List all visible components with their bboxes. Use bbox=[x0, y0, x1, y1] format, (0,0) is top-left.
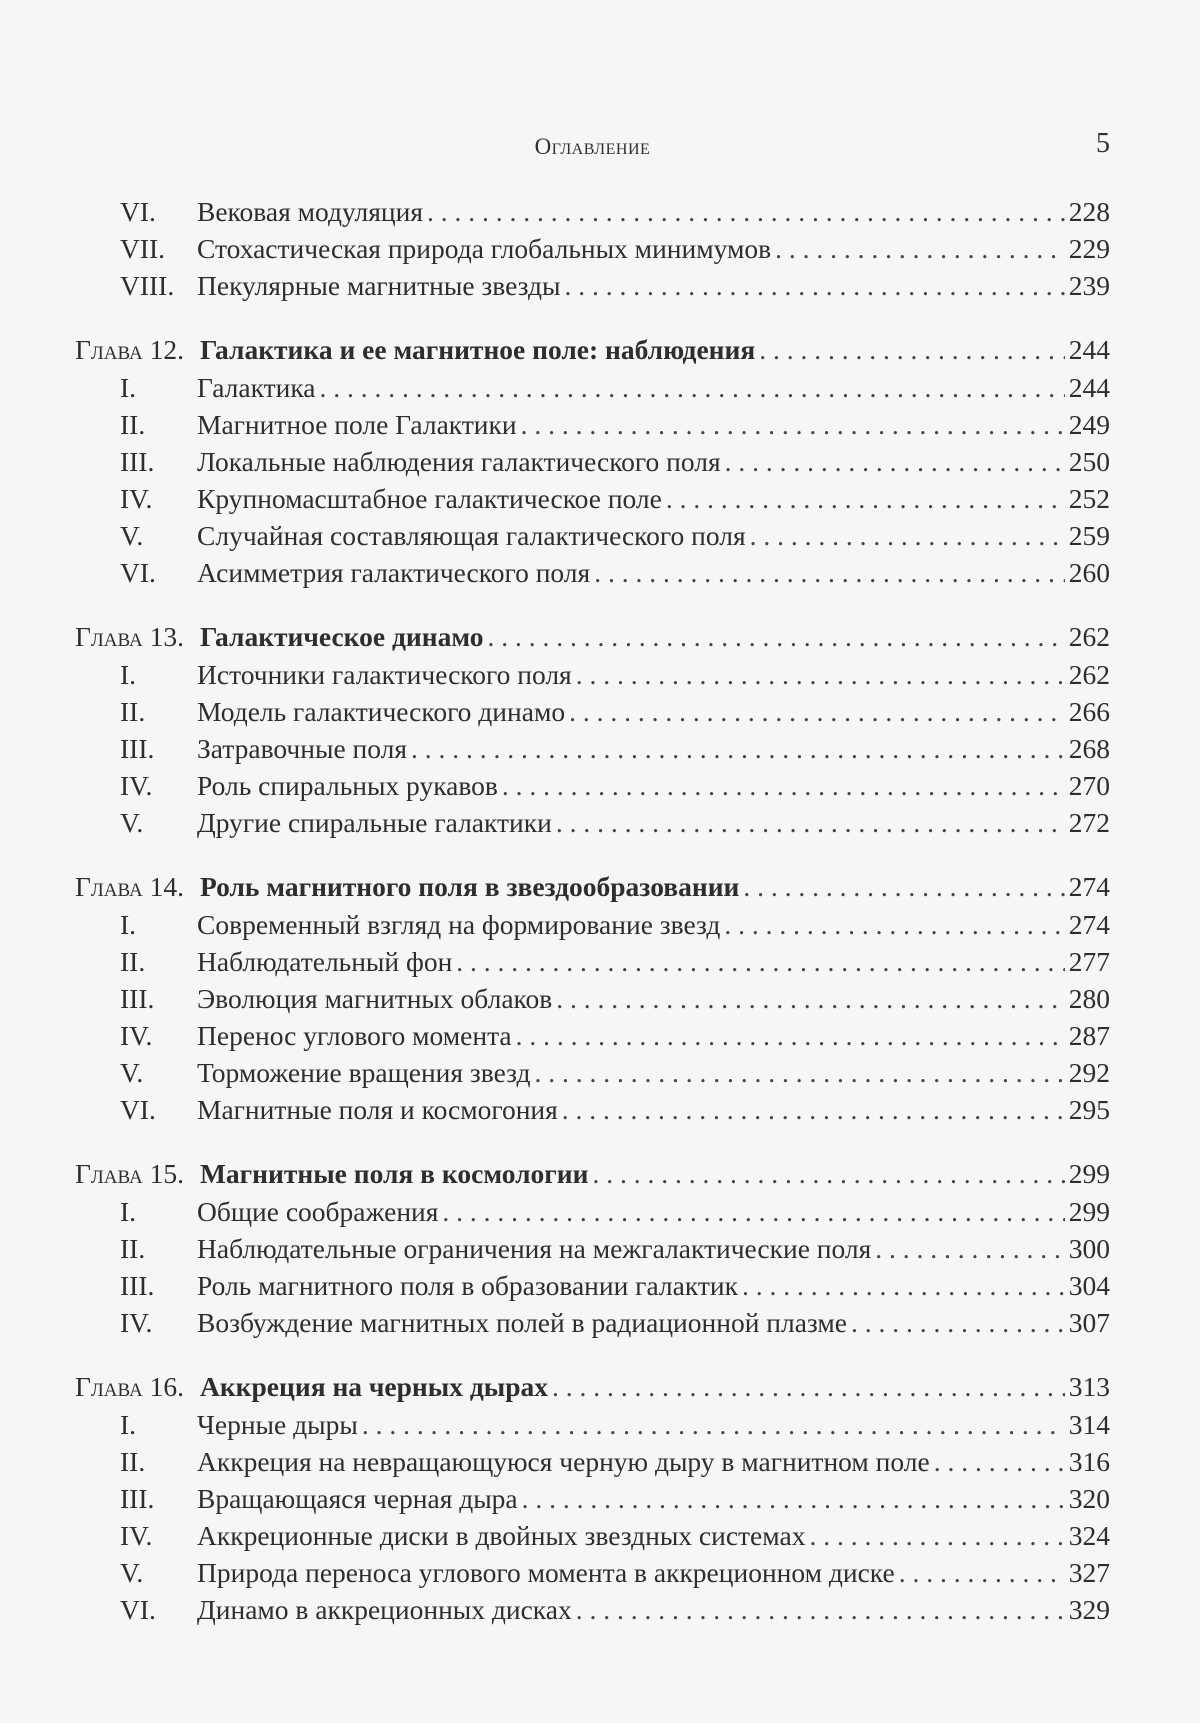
section-title: Наблюдательный фон bbox=[197, 946, 453, 977]
section-number: V. bbox=[120, 520, 144, 551]
section-entry[interactable] bbox=[75, 554, 1110, 591]
chapter-block bbox=[75, 331, 1110, 591]
section-entry[interactable] bbox=[75, 443, 1110, 480]
section-number: II. bbox=[120, 1233, 146, 1264]
section-number: I. bbox=[120, 1409, 137, 1440]
page-reference: 229 bbox=[1068, 233, 1110, 264]
section-number: II. bbox=[120, 1446, 146, 1477]
dot-leader bbox=[319, 369, 1064, 406]
section-number: IV. bbox=[120, 1307, 153, 1338]
dot-leader bbox=[556, 804, 1065, 841]
section-number: V. bbox=[120, 1557, 144, 1588]
section-entry[interactable] bbox=[75, 1267, 1110, 1304]
section-title: Источники галактического поля bbox=[197, 659, 572, 690]
section-title: Галактика bbox=[197, 372, 316, 403]
dot-leader bbox=[411, 730, 1065, 767]
dot-leader bbox=[521, 406, 1065, 443]
dot-leader bbox=[750, 517, 1065, 554]
section-entry[interactable] bbox=[75, 406, 1110, 443]
section-number: VII. bbox=[120, 233, 166, 264]
page-reference: 313 bbox=[1068, 1371, 1110, 1402]
dot-leader bbox=[666, 480, 1065, 517]
dot-leader bbox=[594, 554, 1065, 591]
table-of-contents bbox=[75, 193, 1110, 1655]
section-title: Торможение вращения звезд bbox=[197, 1057, 531, 1088]
dot-leader bbox=[875, 1230, 1064, 1267]
section-entry[interactable] bbox=[75, 480, 1110, 517]
page-reference: 320 bbox=[1068, 1483, 1110, 1514]
section-number: IV. bbox=[120, 770, 153, 801]
dot-leader bbox=[522, 1480, 1065, 1517]
section-number: IV. bbox=[120, 1520, 153, 1551]
section-title: Модель галактического динамо bbox=[197, 696, 566, 727]
section-number: I. bbox=[120, 372, 137, 403]
section-entry[interactable] bbox=[75, 1091, 1110, 1128]
section-entry[interactable] bbox=[75, 1193, 1110, 1230]
section-title: Пекулярные магнитные звезды bbox=[197, 270, 561, 301]
dot-leader bbox=[934, 1443, 1065, 1480]
chapter-title: Галактика и ее магнитное поле: наблюдения bbox=[199, 334, 756, 365]
section-entry[interactable] bbox=[75, 767, 1110, 804]
dot-leader bbox=[743, 868, 1064, 905]
chapter-entry[interactable] bbox=[75, 868, 1110, 906]
section-number: III. bbox=[120, 733, 155, 764]
page-reference: 268 bbox=[1068, 733, 1110, 764]
page-reference: 270 bbox=[1068, 770, 1110, 801]
section-entry[interactable] bbox=[75, 1230, 1110, 1267]
section-number: III. bbox=[120, 446, 155, 477]
section-entry[interactable] bbox=[75, 1517, 1110, 1554]
section-number: VI. bbox=[120, 1594, 156, 1625]
chapter-block bbox=[75, 618, 1110, 841]
section-number: I. bbox=[120, 909, 137, 940]
section-number: III. bbox=[120, 983, 155, 1014]
dot-leader bbox=[502, 767, 1065, 804]
chapter-title: Магнитные поля в космологии bbox=[199, 1158, 589, 1189]
dot-leader bbox=[362, 1406, 1065, 1443]
section-entry[interactable] bbox=[75, 1017, 1110, 1054]
page-reference: 299 bbox=[1068, 1158, 1110, 1189]
page-reference: 287 bbox=[1068, 1020, 1110, 1051]
section-title: Затравочные поля bbox=[197, 733, 407, 764]
section-title: Аккреционные диски в двойных звездных системах bbox=[197, 1520, 806, 1551]
page-reference: 292 bbox=[1068, 1057, 1110, 1088]
section-entry[interactable] bbox=[75, 1480, 1110, 1517]
page-reference: 244 bbox=[1068, 372, 1110, 403]
section-number: IV. bbox=[120, 1020, 153, 1051]
page-reference: 300 bbox=[1068, 1233, 1110, 1264]
page-reference: 324 bbox=[1068, 1520, 1110, 1551]
section-entry[interactable] bbox=[75, 804, 1110, 841]
dot-leader bbox=[456, 943, 1064, 980]
dot-leader bbox=[742, 1267, 1065, 1304]
page-reference: 274 bbox=[1068, 871, 1110, 902]
page-reference: 252 bbox=[1068, 483, 1110, 514]
section-title: Современный взгляд на формирование звезд bbox=[197, 909, 721, 940]
section-title: Крупномасштабное галактическое поле bbox=[197, 483, 662, 514]
section-number: VI. bbox=[120, 1094, 156, 1125]
dot-leader bbox=[564, 267, 1064, 304]
section-number: I. bbox=[120, 659, 137, 690]
page-reference: 327 bbox=[1068, 1557, 1110, 1588]
dot-leader bbox=[516, 1017, 1065, 1054]
section-entry[interactable] bbox=[75, 267, 1110, 304]
running-head bbox=[75, 128, 1110, 168]
section-title: Случайная составляющая галактического поля bbox=[197, 520, 746, 551]
dot-leader bbox=[576, 1591, 1065, 1628]
section-title: Наблюдательные ограничения на межгалактические поля bbox=[197, 1233, 872, 1264]
dot-leader bbox=[809, 1517, 1064, 1554]
page-reference: 266 bbox=[1068, 696, 1110, 727]
chapter-title: Галактическое динамо bbox=[199, 621, 484, 652]
section-entry[interactable] bbox=[75, 1443, 1110, 1480]
dot-leader bbox=[851, 1304, 1065, 1341]
dot-leader bbox=[724, 906, 1064, 943]
section-title: Асимметрия галактического поля bbox=[197, 557, 591, 588]
chapter-block bbox=[75, 1155, 1110, 1341]
section-entry[interactable] bbox=[75, 1406, 1110, 1443]
section-number: V. bbox=[120, 807, 144, 838]
section-entry[interactable] bbox=[75, 1304, 1110, 1341]
section-title: Природа переноса углового момента в аккреционном диске bbox=[197, 1557, 895, 1588]
dot-leader bbox=[442, 1193, 1064, 1230]
chapter-label: Глава 13. bbox=[75, 621, 184, 652]
dot-leader bbox=[562, 1091, 1065, 1128]
dot-leader bbox=[535, 1054, 1065, 1091]
section-number: II. bbox=[120, 696, 146, 727]
dot-leader bbox=[556, 980, 1065, 1017]
section-title: Локальные наблюдения галактического поля bbox=[197, 446, 721, 477]
section-entry[interactable] bbox=[75, 230, 1110, 267]
section-number: V. bbox=[120, 1057, 144, 1088]
section-title: Вращающаяся черная дыра bbox=[197, 1483, 518, 1514]
section-title: Перенос углового момента bbox=[197, 1020, 512, 1051]
section-entry[interactable] bbox=[75, 1054, 1110, 1091]
page-reference: 260 bbox=[1068, 557, 1110, 588]
section-number: VI. bbox=[120, 196, 156, 227]
page-reference: 259 bbox=[1068, 520, 1110, 551]
running-head-title: Оглавление bbox=[534, 134, 651, 159]
page-reference: 274 bbox=[1068, 909, 1110, 940]
page-reference: 262 bbox=[1068, 659, 1110, 690]
section-number: IV. bbox=[120, 483, 153, 514]
section-number: VI. bbox=[120, 557, 156, 588]
chapter-label: Глава 12. bbox=[75, 334, 184, 365]
section-entry[interactable] bbox=[75, 656, 1110, 693]
dot-leader bbox=[899, 1554, 1065, 1591]
chapter-entry[interactable] bbox=[75, 1155, 1110, 1193]
section-entry[interactable] bbox=[75, 980, 1110, 1017]
section-title: Другие спиральные галактики bbox=[197, 807, 552, 838]
dot-leader bbox=[592, 1155, 1064, 1192]
page-reference: 239 bbox=[1068, 270, 1110, 301]
page-reference: 249 bbox=[1068, 409, 1110, 440]
dot-leader bbox=[759, 331, 1065, 368]
section-title: Роль спиральных рукавов bbox=[197, 770, 498, 801]
section-entry[interactable] bbox=[75, 517, 1110, 554]
dot-leader bbox=[775, 230, 1065, 267]
section-title: Вековая модуляция bbox=[197, 196, 423, 227]
section-number: II. bbox=[120, 946, 146, 977]
section-title: Стохастическая природа глобальных минимумов bbox=[197, 233, 772, 264]
section-entry[interactable] bbox=[75, 693, 1110, 730]
dot-leader bbox=[569, 693, 1065, 730]
chapter-block bbox=[75, 193, 1110, 304]
dot-leader bbox=[487, 618, 1064, 655]
section-number: III. bbox=[120, 1483, 155, 1514]
section-title: Возбуждение магнитных полей в радиационной плазме bbox=[197, 1307, 848, 1338]
chapter-entry[interactable] bbox=[75, 618, 1110, 656]
page-reference: 295 bbox=[1068, 1094, 1110, 1125]
page-number: 5 bbox=[1096, 128, 1110, 159]
chapter-entry[interactable] bbox=[75, 1368, 1110, 1406]
chapter-title: Роль магнитного поля в звездообразовании bbox=[199, 871, 740, 902]
dot-leader bbox=[552, 1368, 1065, 1405]
section-entry[interactable] bbox=[75, 1554, 1110, 1591]
section-entry[interactable] bbox=[75, 1591, 1110, 1628]
chapter-label: Глава 14. bbox=[75, 871, 184, 902]
page-reference: 272 bbox=[1068, 807, 1110, 838]
chapter-title: Аккреция на черных дырах bbox=[199, 1371, 549, 1402]
section-title: Магнитные поля и космогония bbox=[197, 1094, 558, 1125]
dot-leader bbox=[576, 656, 1065, 693]
section-title: Черные дыры bbox=[197, 1409, 358, 1440]
section-entry[interactable] bbox=[75, 906, 1110, 943]
page-reference: 250 bbox=[1068, 446, 1110, 477]
page-reference: 280 bbox=[1068, 983, 1110, 1014]
section-number: III. bbox=[120, 1270, 155, 1301]
page-reference: 316 bbox=[1068, 1446, 1110, 1477]
page-reference: 228 bbox=[1068, 196, 1110, 227]
chapter-label: Глава 16. bbox=[75, 1371, 184, 1402]
section-title: Роль магнитного поля в образовании галактик bbox=[197, 1270, 738, 1301]
page-reference: 314 bbox=[1068, 1409, 1110, 1440]
chapter-label: Глава 15. bbox=[75, 1158, 184, 1189]
section-entry[interactable] bbox=[75, 369, 1110, 406]
page-reference: 277 bbox=[1068, 946, 1110, 977]
page-reference: 262 bbox=[1068, 621, 1110, 652]
chapter-block bbox=[75, 868, 1110, 1128]
page-reference: 304 bbox=[1068, 1270, 1110, 1301]
section-title: Аккреция на невращающуюся черную дыру в магнитном поле bbox=[197, 1446, 930, 1477]
section-title: Магнитное поле Галактики bbox=[197, 409, 517, 440]
section-number: VIII. bbox=[120, 270, 175, 301]
section-title: Эволюция магнитных облаков bbox=[197, 983, 553, 1014]
section-number: I. bbox=[120, 1196, 137, 1227]
page-reference: 299 bbox=[1068, 1196, 1110, 1227]
page-reference: 244 bbox=[1068, 334, 1110, 365]
section-title: Динамо в аккреционных дисках bbox=[197, 1594, 572, 1625]
dot-leader bbox=[725, 443, 1065, 480]
page-reference: 307 bbox=[1068, 1307, 1110, 1338]
section-entry[interactable] bbox=[75, 730, 1110, 767]
chapter-entry[interactable] bbox=[75, 331, 1110, 369]
section-title: Общие соображения bbox=[197, 1196, 439, 1227]
section-entry[interactable] bbox=[75, 943, 1110, 980]
section-entry[interactable] bbox=[75, 193, 1110, 230]
chapter-block bbox=[75, 1368, 1110, 1628]
page-reference: 329 bbox=[1068, 1594, 1110, 1625]
dot-leader bbox=[427, 193, 1065, 230]
section-number: II. bbox=[120, 409, 146, 440]
